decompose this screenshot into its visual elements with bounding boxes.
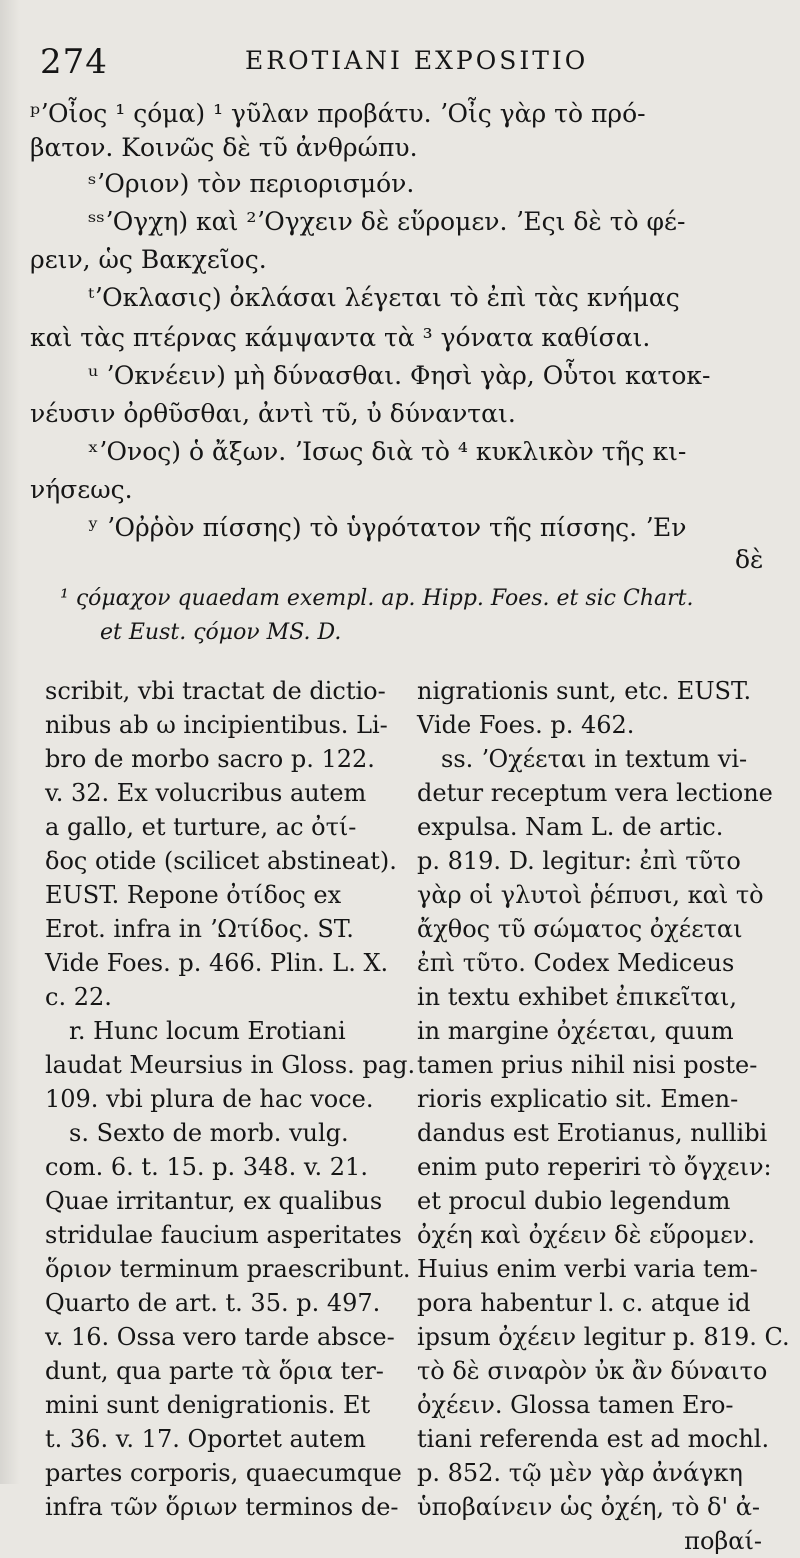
commentary-line: δος otide (scilicet abstineat).: [45, 847, 397, 875]
commentary-line: c. 22.: [45, 983, 112, 1011]
commentary-line: pora habentur l. c. atque id: [417, 1289, 751, 1317]
commentary-line: γὰρ οἱ γλυτοὶ ῥέπυσι, καὶ τὸ: [417, 881, 764, 909]
commentary-line: stridulae faucium asperitates: [45, 1221, 402, 1249]
commentary-line: com. 6. t. 15. p. 348. v. 21.: [45, 1153, 368, 1181]
glossary-line: ˢˢʼΟγχη) καὶ ²ʼΟγχειν δὲ εὕρομεν. ʼΕςι δὲ τὸ φέ-: [88, 207, 686, 236]
commentary-line: ὅριον terminum praescribunt.: [45, 1255, 411, 1283]
commentary-line: ὀχέη καὶ ὀχέειν δὲ εὕρομεν.: [417, 1221, 755, 1249]
commentary-line: dunt, qua parte τὰ ὅρια ter-: [45, 1357, 384, 1385]
commentary-line: ἄχθος τῦ σώματος ὀχέεται: [417, 915, 743, 943]
commentary-line: ὑποβαίνειν ὡς ὀχέη, τὸ δ' ἀ-: [417, 1493, 761, 1521]
commentary-line: expulsa. Nam L. de artic.: [417, 813, 724, 841]
commentary-line: Erot. infra in ʼΩτίδος. ST.: [45, 915, 354, 943]
glossary-line: ρειν, ὡς Βακχεῖος.: [30, 245, 267, 274]
glossary-line: ˣʼΟνος) ὁ ἄξων. ʼΙσως διὰ τὸ ⁴ κυκλικὸν τῆς κι-: [88, 437, 687, 466]
commentary-line: enim puto reperiri τὸ ὄγχειν:: [417, 1153, 772, 1181]
running-head: EROTIANI EXPOSITIO: [245, 46, 589, 75]
page-header: [30, 30, 770, 80]
commentary-line: partes corporis, quaecumque: [45, 1459, 402, 1487]
commentary-line: r. Hunc locum Erotiani: [69, 1017, 346, 1045]
commentary-line: bro de morbo sacro p. 122.: [45, 745, 375, 773]
commentary-line: a gallo, et turture, ac ὀτί-: [45, 813, 357, 841]
commentary-line: 109. vbi plura de hac voce.: [45, 1085, 374, 1113]
glossary-line: νήσεως.: [30, 475, 133, 504]
commentary-line: laudat Meursius in Gloss. pag.: [45, 1051, 416, 1079]
glossary-line: ᵘ ʼΟκνέειν) μὴ δύνασθαι. Φησὶ γὰρ, Οὗτοι κατοκ-: [88, 361, 711, 390]
commentary-line: nigrationis sunt, etc. EUST.: [417, 677, 752, 705]
footnote-line: et Eust. ςόμον MS. D.: [100, 620, 342, 645]
footnote-line: ¹ ςόμαχον quaedam exempl. ap. Hipp. Foes. et sic Chart.: [60, 586, 694, 611]
commentary-line: in textu exhibet ἐπικεῖται,: [417, 983, 738, 1011]
commentary-line: Vide Foes. p. 466. Plin. L. X.: [45, 949, 389, 977]
commentary-line: mini sunt denigrationis. Et: [45, 1391, 371, 1419]
commentary-line: ἐπὶ τῦτο. Codex Mediceus: [417, 949, 735, 977]
glossary-line: ʸ ʼΟῤῥὸν πίσσης) τὸ ὑγρότατον τῆς πίσσης. ʼΕν: [88, 513, 687, 542]
commentary-line: et procul dubio legendum: [417, 1187, 731, 1215]
commentary-line: t. 36. v. 17. Oportet autem: [45, 1425, 366, 1453]
commentary-line: ipsum ὀχέειν legitur p. 819. C.: [417, 1323, 790, 1351]
commentary-line: Quarto de art. t. 35. p. 497.: [45, 1289, 381, 1317]
commentary-line: rioris explicatio sit. Emen-: [417, 1085, 739, 1113]
commentary-line: ὀχέειν. Glossa tamen Ero-: [417, 1391, 734, 1419]
glossary-line: βατον. Κοινῶς δὲ τῦ ἀνθρώπυ.: [30, 133, 418, 162]
commentary-line: Quae irritantur, ex qualibus: [45, 1187, 383, 1215]
commentary-line: p. 819. D. legitur: ἐπὶ τῦτο: [417, 847, 741, 875]
commentary-line: tamen prius nihil nisi poste-: [417, 1051, 758, 1079]
commentary-line: ποβαί-: [684, 1527, 762, 1555]
commentary-line: v. 32. Ex volucribus autem: [45, 779, 367, 807]
commentary-line: scribit, vbi tractat de dictio-: [45, 677, 386, 705]
commentary-line: in margine ὀχέεται, quum: [417, 1017, 734, 1045]
commentary-right-column: [417, 674, 790, 1558]
glossary-line: καὶ τὰς πτέρνας κάμψαντα τὰ ³ γόνατα καθίσαι.: [30, 323, 651, 352]
commentary-line: ss. ʼΟχέεται in textum vi-: [441, 745, 748, 773]
commentary-line: dandus est Erotianus, nullibi: [417, 1119, 768, 1147]
commentary-line: tiani referenda est ad mochl.: [417, 1425, 770, 1453]
commentary-line: Vide Foes. p. 462.: [417, 711, 635, 739]
commentary-line: EUST. Repone ὀτίδος ex: [45, 881, 342, 909]
commentary-line: Huius enim verbi varia tem-: [417, 1255, 758, 1283]
glossary-line: ᵖʼΟἶος ¹ ςόμα) ¹ γῦλαν προβάτυ. ʼΟἶς γὰρ τὸ πρό-: [30, 99, 646, 128]
commentary-left-column: [45, 674, 416, 1524]
glossary-line: νέυσιν ὀρθῦσθαι, ἀντὶ τῦ, ὐ δύνανται.: [30, 399, 516, 428]
page-number: 274: [40, 42, 108, 82]
footnote-block: [60, 582, 780, 650]
glossary-line: ˢʼΟριον) τὸν περιορισμόν.: [88, 169, 415, 198]
glossary-line: ᵗʼΟκλασις) ὀκλάσαι λέγεται τὸ ἐπὶ τὰς κνήμας: [88, 283, 680, 312]
commentary-line: detur receptum vera lectione: [417, 779, 773, 807]
commentary-line: infra τῶν ὅριων terminos de-: [45, 1493, 399, 1521]
commentary-line: τὸ δὲ σιναρὸν ὐκ ἂν δύναιτο: [417, 1357, 768, 1385]
commentary-line: nibus ab ω incipientibus. Li-: [45, 711, 388, 739]
page-gutter-shadow: [0, 0, 20, 1484]
commentary-line: p. 852. τῷ μὲν γὰρ ἀνάγκη: [417, 1459, 743, 1487]
glossary-line: δὲ: [735, 545, 764, 574]
commentary-line: v. 16. Ossa vero tarde absce-: [45, 1323, 395, 1351]
commentary-line: s. Sexto de morb. vulg.: [69, 1119, 349, 1147]
